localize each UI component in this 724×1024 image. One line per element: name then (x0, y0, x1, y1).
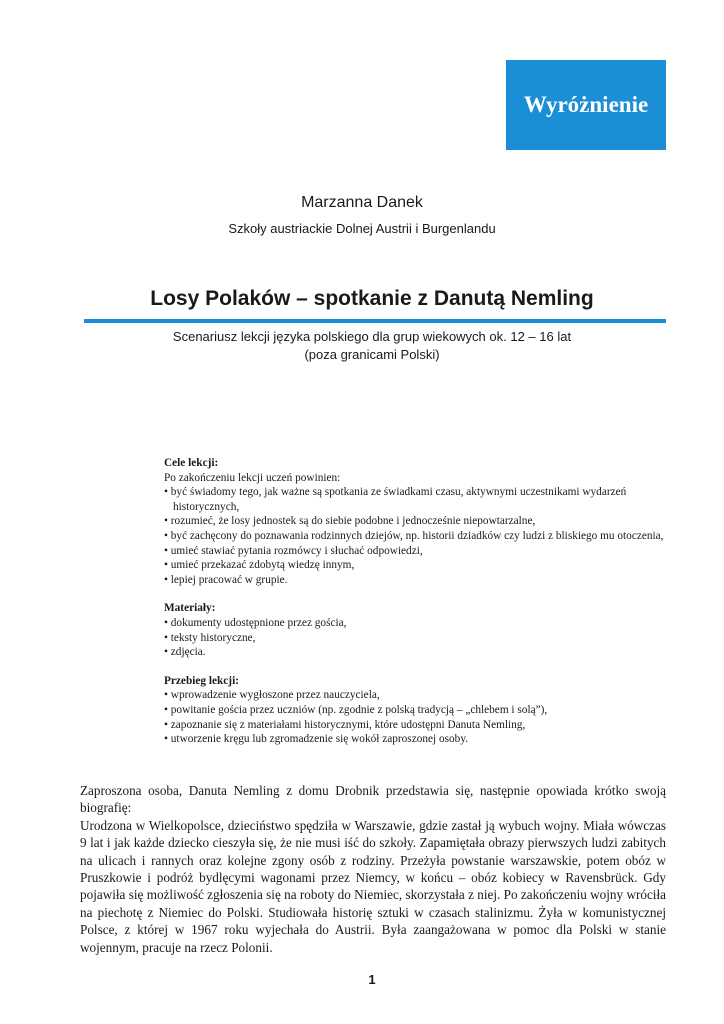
list-item: • wprowadzenie wygłoszone przez nauczyciela, (164, 688, 668, 703)
list-item: • teksty historyczne, (164, 631, 668, 646)
course-heading: Przebieg lekcji: (164, 674, 239, 687)
list-item: • powitanie gościa przez uczniów (np. zgodnie z polską tradycją – „chlebem i solą”), (164, 703, 668, 718)
page-number: 1 (368, 972, 376, 987)
goals-heading: Cele lekcji: (164, 457, 219, 469)
author-affiliation: Szkoły austriackie Dolnej Austrii i Burgenlandu (228, 221, 496, 236)
list-item: • być świadomy tego, jak ważne są spotkania ze świadkami czasu, aktywnymi uczestnikami wydarzeń historycznych, (164, 485, 668, 514)
subtitle (80, 328, 664, 364)
body-text (80, 782, 666, 956)
body-paragraph: Urodzona w Wielkopolsce, dzieciństwo spędziła w Warszawie, gdzie zastał ją wybuch wojny. Miała wówczas 9 lat i jak każde dziecko cieszyła się, że nie musi iść do szkoły. Zapamiętała obrazy pierwszych ludzi zabitych na ulicach i rannych oraz kolejne zgony osób z rodziny. Przeżyła powstanie warszawskie, potem obóz w Pruszkowie i podróż bydlęcymi wagonami przez Niemcy, w końcu – obóz kobiecy w Ravensbrück. Gdy pojawiła się możliwość zgłoszenia się na roboty do Niemiec, skorzystała z niej. Po zakończeniu wojny wróciła na piechotę z Niemiec do Polski. Studiowała historię sztuki w czasach stalinizmu. Żyła w komunistycznej Polsce, z której w 1967 roku wyjechała do Austrii. Była zaangażowana w pomoc dla Polski w stanie wojennym, pracuje na rzecz Polonii. (80, 817, 666, 955)
author-name: Marzanna Danek (301, 194, 423, 211)
list-item: • umieć stawiać pytania rozmówcy i słuchać odpowiedzi, (164, 544, 668, 559)
materials-list (164, 616, 668, 660)
goals-section (164, 456, 668, 587)
list-item: • lepiej pracować w grupie. (164, 573, 668, 588)
title-divider (84, 319, 666, 323)
list-item: • umieć przekazać zdobytą wiedzę innym, (164, 558, 668, 573)
list-item: • zdjęcia. (164, 645, 668, 660)
body-paragraph: Zaproszona osoba, Danuta Nemling z domu Drobnik przedstawia się, następnie opowiada krótko swoją biografię: (80, 783, 666, 816)
materials-section (164, 601, 668, 659)
materials-heading: Materiały: (164, 602, 216, 615)
subtitle-line: (poza granicami Polski) (304, 347, 440, 362)
goals-intro: Po zakończeniu lekcji uczeń powinien: (164, 471, 341, 484)
course-section (164, 674, 668, 747)
goals-list (164, 485, 668, 587)
list-item: • być zachęcony do poznawania rodzinnych dziejów, np. historii dziadków czy ludzi z bliskiego mu otoczenia, (164, 529, 668, 544)
list-item: • zapoznanie się z materiałami historycznymi, które udostępni Danuta Nemling, (164, 718, 668, 733)
list-item: • rozumieć, że losy jednostek są do siebie podobne i jednocześnie niepowtarzalne, (164, 514, 668, 529)
lesson-plan (164, 456, 668, 761)
course-list (164, 688, 668, 746)
subtitle-line: Scenariusz lekcji języka polskiego dla grup wiekowych ok. 12 – 16 lat (172, 329, 572, 344)
list-item: • dokumenty udostępnione przez gościa, (164, 616, 668, 631)
page-title: Losy Polaków – spotkanie z Danutą Nemling (150, 287, 594, 310)
section-badge: Wyróżnienie (506, 60, 666, 150)
list-item: • utworzenie kręgu lub zgromadzenie się wokół zaproszonej osoby. (164, 732, 668, 747)
